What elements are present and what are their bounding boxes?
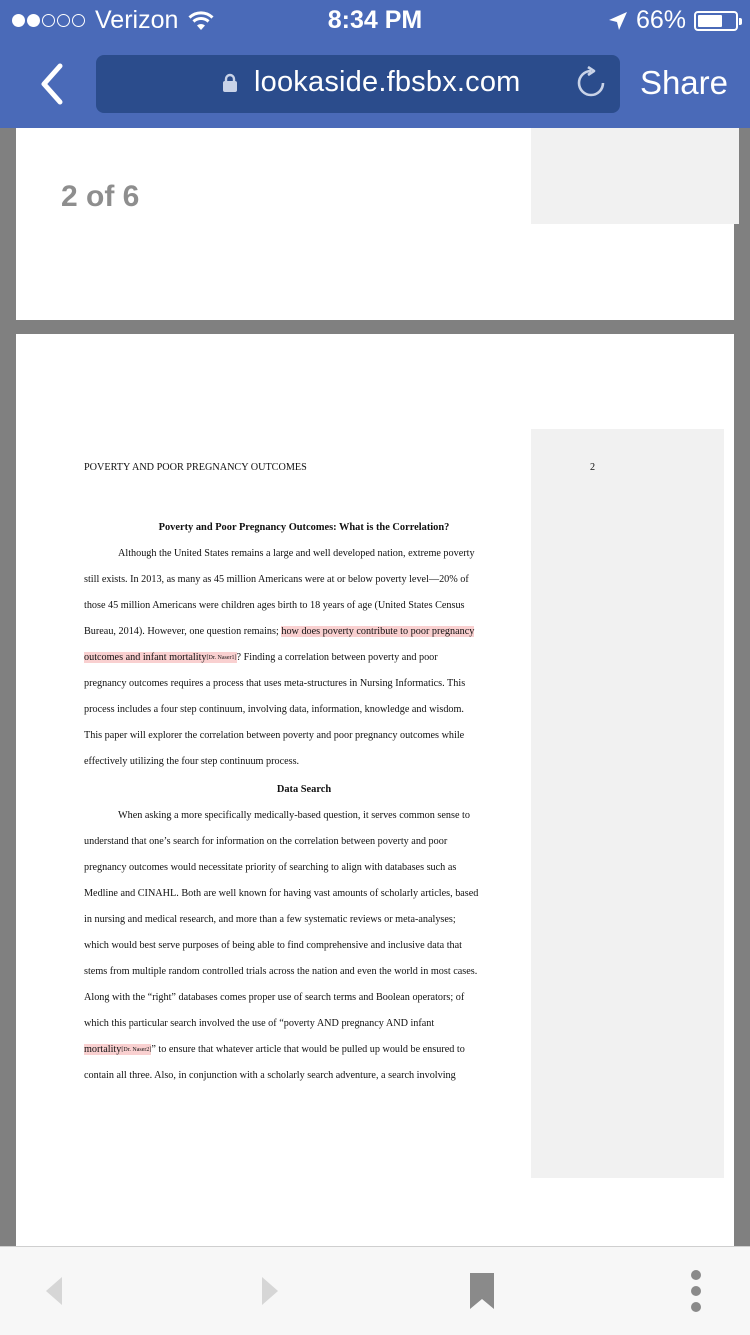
- text-line: process includes a four step continuum, involving data, information, knowledge and wisdom.: [84, 704, 464, 715]
- page-number: 2: [590, 462, 596, 473]
- text-line: Along with the “right” databases comes proper use of search terms and Boolean operators; of: [84, 992, 465, 1003]
- next-page-icon[interactable]: [260, 1271, 280, 1311]
- text-line: effectively utilizing the four step continuum process.: [84, 756, 300, 767]
- text-line: When asking a more specifically medically-based question, it serves common sense to: [118, 810, 470, 821]
- share-button[interactable]: Share: [639, 64, 728, 101]
- url-text: lookaside.fbsbx.com: [254, 66, 521, 98]
- text-line: which this particular search involved the use of “poverty AND pregnancy AND infant: [84, 1018, 435, 1029]
- pdf-page-2[interactable]: [16, 334, 734, 1246]
- text-line: stems from multiple random controlled trials across the nation and even the world in most cases.: [84, 966, 478, 977]
- text-line: This paper will explorer the correlation between poverty and poor pregnancy outcomes while: [84, 730, 465, 741]
- status-bar: [0, 0, 750, 40]
- running-head: POVERTY AND POOR PREGNANCY OUTCOMES: [84, 462, 307, 473]
- battery-fill: [698, 15, 722, 27]
- text-line: contain all three. Also, in conjunction with a scholarly search adventure, a search involving: [84, 1070, 456, 1081]
- status-right: [608, 6, 738, 35]
- text-line: [84, 652, 534, 663]
- highlighted-text[interactable]: how does poverty contribute to poor pregnancy: [281, 626, 475, 637]
- comment-marker[interactable]: [Dr. Naser2]: [121, 1047, 152, 1053]
- battery-percent: 66%: [635, 6, 686, 34]
- pdf-page-1: [16, 128, 734, 320]
- location-arrow-icon: [608, 11, 628, 31]
- highlighted-text[interactable]: [84, 652, 237, 663]
- url-bar[interactable]: [96, 55, 620, 113]
- text-segment: Bureau, 2014). However, one question remains;: [84, 626, 282, 637]
- text-line: [84, 1044, 534, 1055]
- text-line: pregnancy outcomes would necessitate priority of searching to align with databases such as: [84, 862, 457, 873]
- text-line: those 45 million Americans were children ages birth to 18 years of age (United States Census: [84, 600, 465, 611]
- text-line: [84, 626, 534, 637]
- status-time: 8:34 PM: [327, 6, 423, 34]
- section-heading: Data Search: [276, 784, 332, 795]
- bookmark-icon[interactable]: [468, 1271, 496, 1311]
- comment-marker[interactable]: [Dr. Naser1]: [206, 655, 237, 661]
- text-line: still exists. In 2013, as many as 45 million Americans were at or below poverty level—20% of: [84, 574, 469, 585]
- text-line: which would best serve purposes of being able to find comprehensive and inclusive data that: [84, 940, 462, 951]
- text-line: understand that one’s search for information on the correlation between poverty and poor: [84, 836, 448, 847]
- back-chevron-icon[interactable]: [30, 60, 78, 108]
- more-vertical-icon[interactable]: [686, 1269, 706, 1313]
- text-segment: ? Finding a correlation between poverty and poor: [236, 652, 438, 663]
- text-line: in nursing and medical research, and more than a few systematic reviews or meta-analyses;: [84, 914, 456, 925]
- bottom-toolbar: [0, 1246, 750, 1335]
- text-line: Although the United States remains a large and well developed nation, extreme poverty: [118, 548, 475, 559]
- page-counter: 2 of 6: [61, 180, 140, 213]
- comment-margin-panel: [531, 128, 739, 224]
- reload-icon[interactable]: [574, 66, 608, 100]
- text-segment: outcomes and infant mortality: [84, 652, 207, 663]
- text-segment: ” to ensure that whatever article that would be pulled up would be ensured to: [151, 1044, 465, 1055]
- carrier-name: Verizon: [95, 6, 179, 34]
- top-bar: [0, 0, 750, 128]
- text-line: Medline and CINAHL. Both are well known for having vast amounts of scholarly articles, based: [84, 888, 479, 899]
- lock-icon: [221, 73, 239, 93]
- paper-title: Poverty and Poor Pregnancy Outcomes: What is the Correlation?: [158, 522, 450, 533]
- text-segment: mortality: [84, 1044, 122, 1055]
- comment-margin-panel: [531, 429, 724, 1178]
- text-line: pregnancy outcomes requires a process that uses meta-structures in Nursing Informatics. This: [84, 678, 466, 689]
- battery-icon: [694, 11, 738, 31]
- prev-page-icon[interactable]: [44, 1271, 64, 1311]
- highlighted-text[interactable]: [84, 1044, 151, 1055]
